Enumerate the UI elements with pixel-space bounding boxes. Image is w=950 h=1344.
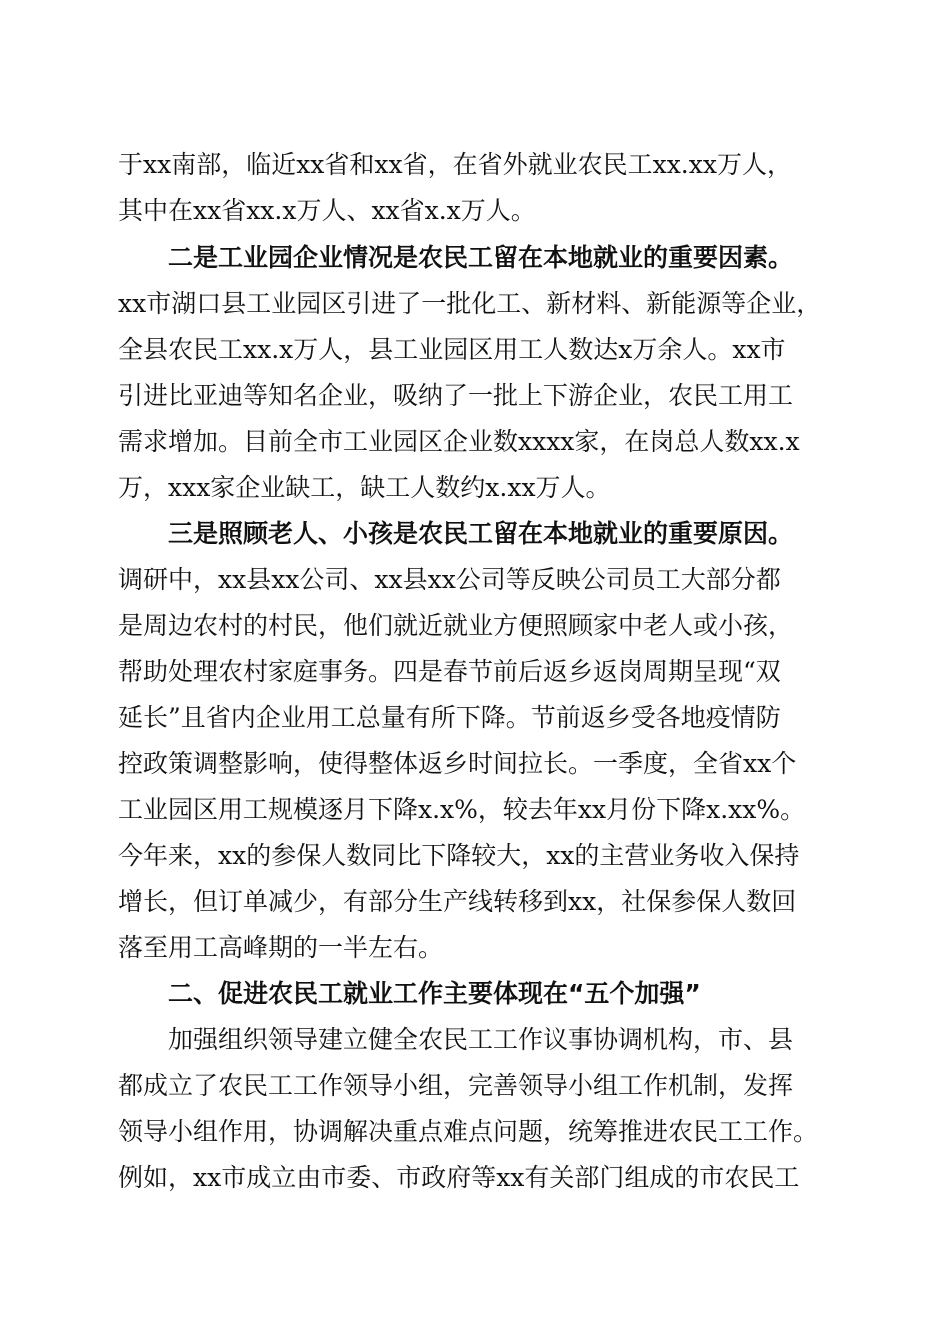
paragraph-line: 延长”且省内企业用工总量有所下降。节前返乡受各地疫情防 (118, 703, 781, 732)
paragraph-line: 是周边农村的村民，他们就近就业方便照顾家中老人或小孩， (118, 611, 794, 640)
paragraph-line: 全县农民工xx.x万人，县工业园区用工人数达x万余人。xx市 (118, 335, 786, 364)
paragraph-line: 加强组织领导建立健全农民工工作议事协调机构，市、县 (168, 1025, 794, 1054)
paragraph-line: 落至用工高峰期的一半左右。 (118, 933, 444, 962)
paragraph-line: 于xx南部，临近xx省和xx省，在省外就业农民工xx.xx万人， (118, 150, 792, 179)
paragraph-line: 今年来，xx的参保人数同比下降较大，xx的主营业务收入保持 (118, 841, 800, 870)
paragraph-line: 例如，xx市成立由市委、市政府等xx有关部门组成的市农民工 (118, 1163, 800, 1192)
paragraph-line: 增长，但订单减少，有部分生产线转移到xx，社保参保人数回 (118, 887, 797, 916)
paragraph-line: 需求增加。目前全市工业园区企业数xxxx家，在岗总人数xx.x (118, 427, 800, 456)
paragraph-line: 调研中，xx县xx公司、xx县xx公司等反映公司员工大部分都 (118, 565, 781, 594)
paragraph-line: 万，xxx家企业缺工，缺工人数约x.xx万人。 (118, 473, 611, 502)
paragraph-line: 都成立了农民工工作领导小组，完善领导小组工作机制，发挥 (118, 1071, 794, 1100)
paragraph-line: 其中在xx省xx.x万人、xx省x.x万人。 (118, 196, 536, 225)
paragraph-line: 控政策调整影响，使得整体返乡时间拉长。一季度，全省xx个 (118, 749, 797, 778)
paragraph-line: 领导小组作用，协调解决重点难点问题，统筹推进农民工工作。 (118, 1117, 819, 1146)
paragraph-line: 工业园区用工规模逐月下降x.x%，较去年xx月份下降x.xx%。 (118, 795, 806, 824)
paragraph-line: 帮助处理农村家庭事务。四是春节前后返乡返岗周期呈现“双 (118, 657, 781, 686)
paragraph-line: 引进比亚迪等知名企业，吸纳了一批上下游企业，农民工用工 (118, 381, 794, 410)
paragraph-line: xx市湖口县工业园区引进了一批化工、新材料、新能源等企业， (118, 289, 822, 318)
subheading-line: 三是照顾老人、小孩是农民工留在本地就业的重要原因。 (168, 519, 794, 548)
section-heading: 二、促进农民工就业工作主要体现在“五个加强” (168, 979, 701, 1008)
subheading-line: 二是工业园企业情况是农民工留在本地就业的重要因素。 (168, 243, 794, 272)
